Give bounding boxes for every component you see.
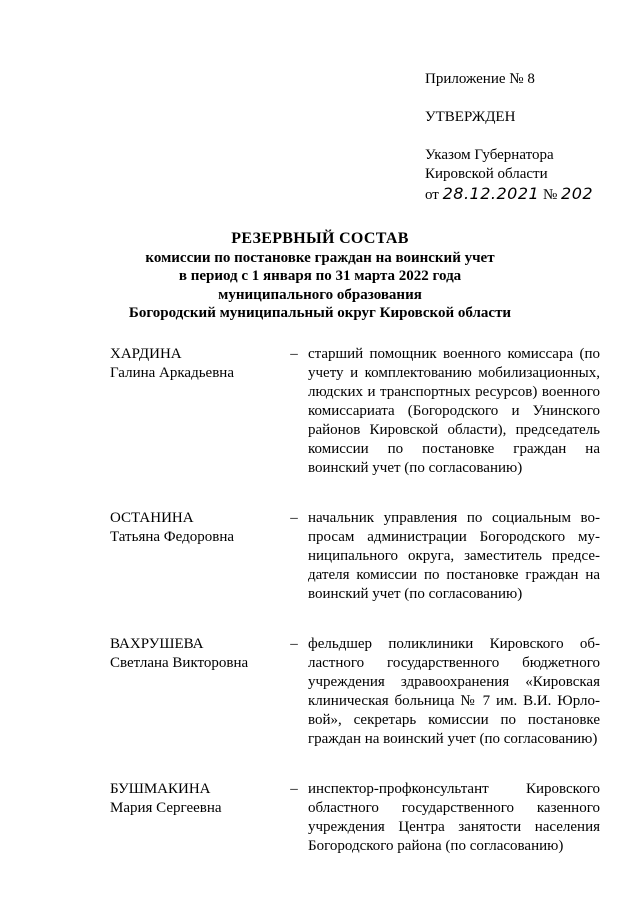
number-sign: № — [542, 187, 558, 203]
member-role: фельдшер поликлиники Кировского областного государственного бюджетного учреждения здравоохранения «Кировская клиническая больница № 7 им. В.И. Юрловой», секретарь комиссии по постановке граждан на воинский учет (по согласованию) — [308, 636, 600, 747]
title-line-5: Богородский муниципальный округ Кировской области — [128, 305, 512, 321]
handwritten-date: 28.12.2021 — [442, 184, 540, 203]
member-surname: ХАРДИНА — [110, 346, 182, 362]
member-entry — [110, 780, 600, 856]
member-surname: БУШМАКИНА — [110, 781, 211, 797]
member-dash: – — [290, 346, 298, 362]
member-name — [110, 780, 280, 856]
title-line-2: комиссии по постановке граждан на воинский учет — [145, 249, 495, 266]
title-line-3: в период с 1 января по 31 марта 2022 года — [178, 268, 462, 284]
approved-label: УТВЕРЖДЕН — [425, 109, 516, 125]
date-prefix: от — [425, 187, 439, 203]
decree-date-line — [425, 184, 593, 205]
approval-header — [425, 70, 593, 205]
member-role: старший помощник военного комиссара (по учету и комплектованию мобилизационных, людских и транспортных ресурсов) военного комиссариата (Богородского и Унинского районов Кировской области), председатель комиссии по постановке граждан на воинский учет (по согласованию) — [308, 346, 600, 476]
member-role: инспектор-профконсультант Кировского областного государственного казенного учреждения Центра занятости населения Богородского района (по согласованию) — [308, 781, 600, 854]
member-given-name: Галина Аркадьевна — [110, 365, 234, 381]
member-dash: – — [290, 636, 298, 652]
member-role: начальник управления по социальным вопросам администрации Богородского муниципального округа, заместитель председателя комиссии по постановке граждан на воинский учет (по согласованию) — [308, 510, 600, 602]
members-list — [110, 345, 600, 887]
member-entry — [110, 509, 600, 604]
member-name — [110, 635, 280, 749]
title-line-4: муниципального образования — [218, 286, 422, 303]
member-name — [110, 345, 280, 478]
document-title — [0, 230, 640, 323]
title-line-1: РЕЗЕРВНЫЙ СОСТАВ — [231, 230, 409, 247]
member-surname: ВАХРУШЕВА — [110, 636, 204, 652]
decree-line-1: Указом Губернатора — [425, 147, 554, 163]
member-entry — [110, 345, 600, 478]
member-name — [110, 509, 280, 604]
member-surname: ОСТАНИНА — [110, 510, 194, 526]
handwritten-number: 202 — [561, 184, 594, 203]
member-dash: – — [290, 781, 298, 797]
member-entry — [110, 635, 600, 749]
member-given-name: Татьяна Федоровна — [110, 529, 234, 545]
member-given-name: Мария Сергеевна — [110, 800, 222, 816]
member-given-name: Светлана Викторовна — [110, 655, 249, 671]
appendix-label: Приложение № 8 — [425, 71, 535, 87]
member-dash: – — [290, 510, 298, 526]
decree-line-2: Кировской области — [425, 166, 548, 182]
